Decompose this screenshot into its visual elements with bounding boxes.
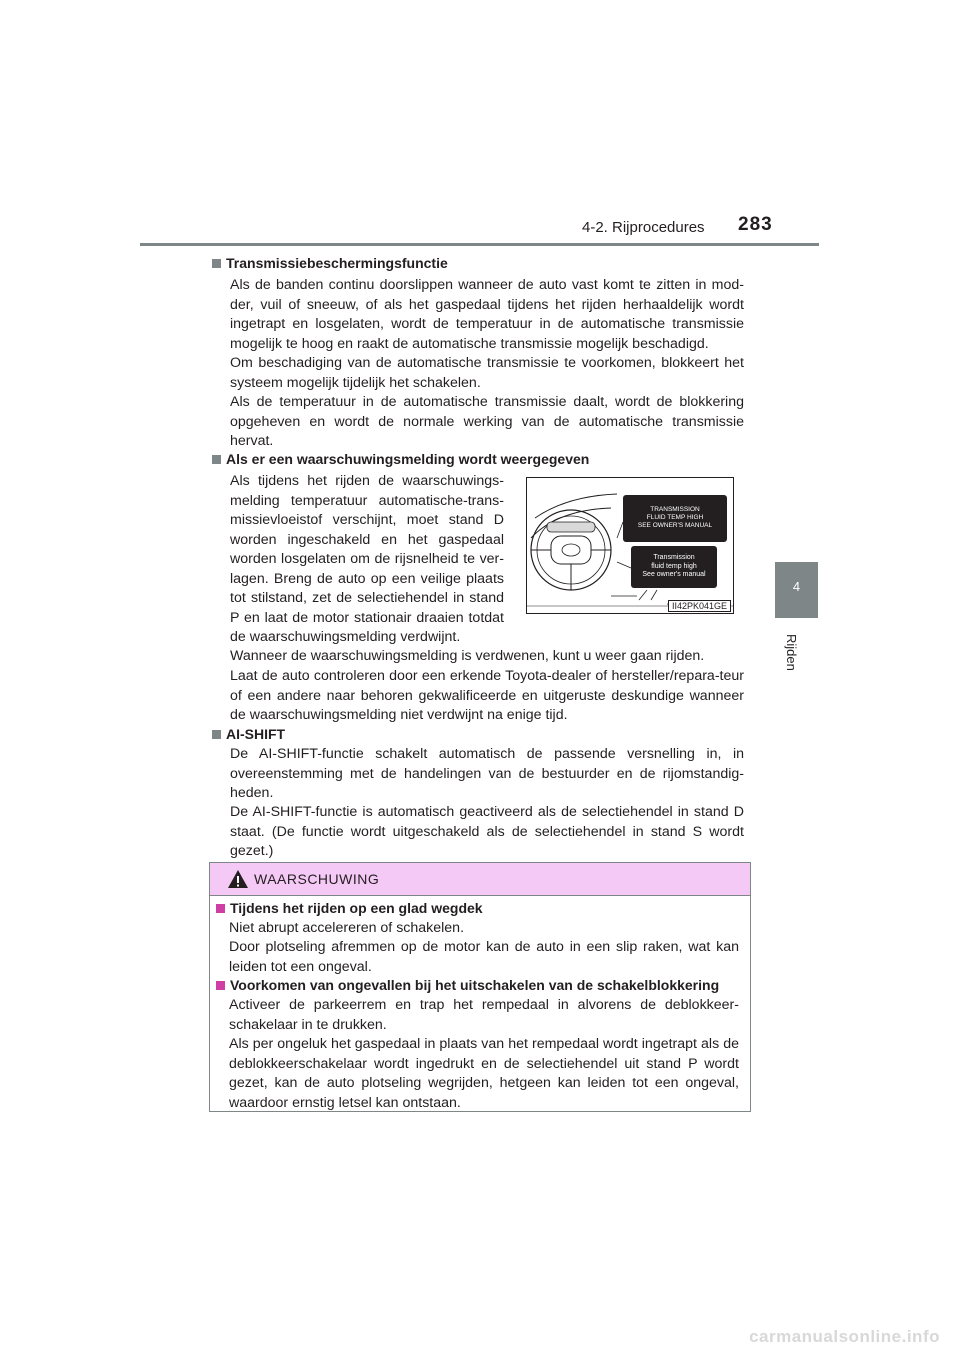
warning-item-title: Voorkomen van ongevallen bij het uitschakelen van de schakelblokkering [216,977,719,993]
warning-paragraph: Als per ongeluk het gaspedaal in plaats van het rempedaal wordt ingetrapt als de deblokkeerschakelaar wordt ingedrukt en de selectiehendel uit stand P wordt gezet, kan de auto plotseling wegrijden, hetgeen kan leiden tot een ongeval, waardoor ernstig letsel kan ontstaan. [229,1036,739,1111]
square-bullet-icon [212,730,221,739]
warning-box [209,862,751,1112]
paragraph: Om beschadiging van de automatische transmissie te voorkomen, blokkeert het systeem mogelijk tijdelijk het schakelen. [230,355,744,391]
paragraph: Als de temperatuur in de automatische transmissie daalt, wordt de blokkering opgeheven en wordt de normale werking van de automatische transmissie hervat. [230,394,744,449]
warning-paragraph: Niet abrupt accelereren of schakelen. [229,920,465,936]
figure-code: II42PK041GE [668,600,731,612]
paragraph: Laat de auto controleren door een erkende Toyota-dealer of hersteller/repara-teur of een andere naar behoren gekwalificeerde en uitgeruste deskundige wanneer de waarschuwingsmelding niet verdwijnt na enige tijd. [230,668,744,723]
paragraph: De AI-SHIFT-functie is automatisch geactiveerd als de selectiehendel in stand D staat. (De functie wordt uitgeschakeld als de selectiehendel in stand S wordt gezet.) [230,804,744,859]
display-line: fluid temp high [651,562,697,570]
paragraph: Wanneer de waarschuwingsmelding is verdwenen, kunt u weer gaan rijden. [230,648,705,664]
running-header-section: 4-2. Rijprocedures [582,219,705,236]
paragraph: Als tijdens het rijden de waarschuwings-melding temperatuur automatische-trans-missievloeistof verschijnt, moet stand D worden ingeschakeld en het gaspedaal worden losgelaten om de rijsnelheid te ver-lagen. Breng de auto op een veilige plaats tot stilstand, zet de selectiehendel in stand P en laat de motor stationair draaien totdat de waarschuwingsmelding verdwijnt. [230,473,504,645]
warning-paragraph: Activeer de parkeerrem en trap het rempedaal in alvorens de deblokkeer-schakelaar in te drukken. [229,997,739,1033]
display-line: SEE OWNER'S MANUAL [637,522,713,529]
square-bullet-icon [216,904,225,913]
display-line: See owner's manual [642,571,706,578]
warning-header [210,863,750,896]
paragraph: De AI-SHIFT-functie schakelt automatisch de passende versnelling in, in overeenstemming met de handelingen van de bestuurder en de rijomstandig-heden. [230,746,744,801]
square-bullet-icon [212,259,221,268]
display-line: Transmission [653,554,695,561]
multi-info-display-warning [623,495,727,542]
multi-info-display-warning-alt [631,546,717,588]
dashboard-warning-illustration [526,477,734,614]
chapter-number: 4 [792,579,801,594]
square-bullet-icon [216,981,225,990]
display-line: TRANSMISSION [650,506,700,513]
paragraph: Als de banden continu doorslippen wanneer de auto vast komt te zitten in mod-der, vuil of sneeuw, of als het gaspedaal tijdens het rijden herhaaldelijk wordt ingetrapt en losgelaten, wordt de temperatuur in de automatische transmissie mogelijk te hoog en raakt de automatische transmissie mogelijk beschadigd. [230,277,744,352]
section-title-ai-shift: AI-SHIFT [212,726,285,742]
warning-heading: WAARSCHUWING [254,871,380,887]
warning-paragraph: Door plotseling afremmen op de motor kan de auto in een slip raken, wat kan leiden tot een ongeval. [229,939,739,975]
watermark: carmanualsonline.info [749,1327,940,1346]
display-line: FLUID TEMP HIGH [646,514,704,521]
chapter-label: Rijden [784,634,799,671]
header-divider [140,243,819,246]
warning-triangle-icon [227,869,249,889]
section-title-warning-message: Als er een waarschuwingsmelding wordt weergegeven [212,451,589,467]
warning-item-title: Tijdens het rijden op een glad wegdek [216,900,483,916]
chapter-tab [775,562,818,618]
section-title-transmission-protection: Transmissiebeschermingsfunctie [212,255,448,271]
square-bullet-icon [212,455,221,464]
page-number: 283 [738,214,773,235]
